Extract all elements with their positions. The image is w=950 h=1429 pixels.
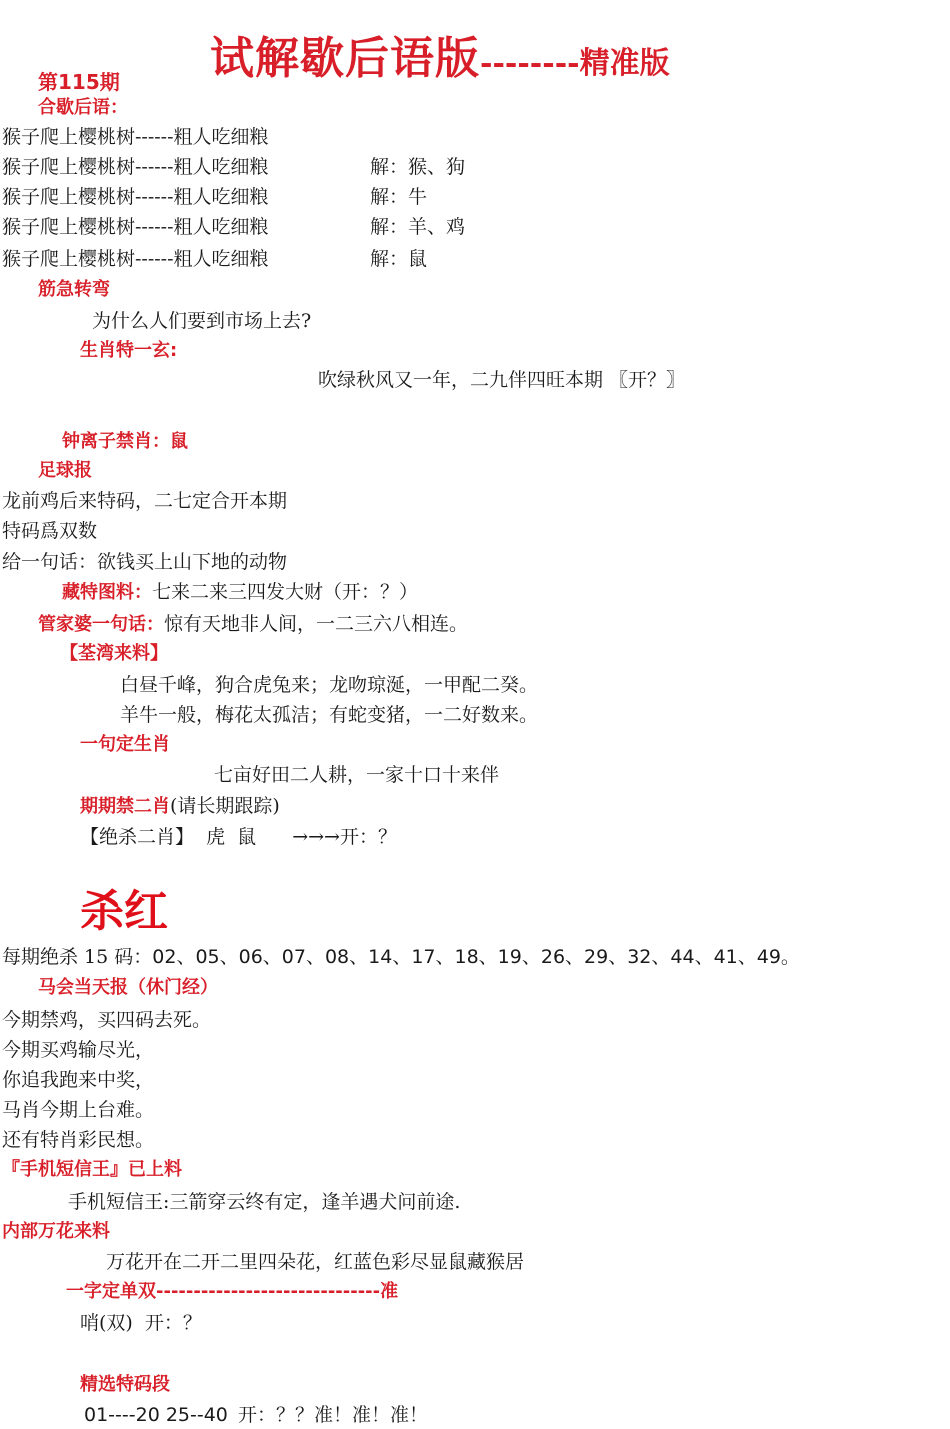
shahong-prefix: 每期绝杀 15 码： <box>2 946 153 968</box>
quanwan-heading: 【荃湾来料】 <box>60 643 168 664</box>
page-title <box>210 22 670 86</box>
guanjiapo-heading: 管家婆一句话： <box>38 614 164 635</box>
xiehouyu-line: 猴子爬上樱桃树------粗人吃细粮 <box>2 156 269 178</box>
shahong-heading: 杀红 <box>80 886 168 937</box>
xiehouyu-answer: 解：羊、鸡 <box>370 216 466 238</box>
xiehouyu-answer: 解：牛 <box>370 186 428 208</box>
wanhua-heading: 内部万花来料 <box>2 1221 110 1242</box>
shouji-heading: 『手机短信王』已上料 <box>2 1159 182 1180</box>
brain-heading: 筋急转弯 <box>38 279 110 300</box>
danshuang-heading: 一字定单双------------------------------准 <box>66 1281 399 1302</box>
yiju-text: 七亩好田二人耕，一家十口十来伴 <box>214 764 500 786</box>
shahong-row <box>2 945 800 969</box>
xiehouyu-line: 猴子爬上樱桃树------粗人吃细粮 <box>2 248 269 270</box>
danshuang-text: 哨(双) 开：？ <box>80 1312 202 1334</box>
title-sub: --------精准版 <box>480 46 670 81</box>
zhongli-heading: 钟离子禁肖：鼠 <box>62 431 188 452</box>
football-heading: 足球报 <box>38 460 92 481</box>
shahong-numbers: 02、05、06、07、08、14、17、18、19、26、29、32、44、41、49。 <box>152 946 800 968</box>
issue-number: 第115期 <box>38 70 120 94</box>
shengxiao-heading: 生肖特一玄: <box>80 340 178 361</box>
shouji-text: 手机短信王:三箭穿云终有定，逢羊遇犬问前途. <box>68 1191 461 1213</box>
mahui-line: 你追我跑来中奖， <box>2 1069 155 1091</box>
cangte-heading: 藏特图料： <box>62 582 152 603</box>
qiqi-line-values: 虎 鼠 <box>206 826 257 848</box>
football-line: 给一句话：欲钱买上山下地的动物 <box>2 551 288 573</box>
qiqi-line <box>80 825 397 849</box>
mahui-line: 马肖今期上台难。 <box>2 1099 155 1121</box>
guanjiapo-row <box>38 612 468 637</box>
qiqi-line-arrow: →→→开：？ <box>292 826 397 848</box>
brain-question: 为什么人们要到市场上去? <box>92 310 312 332</box>
jingxuan-heading: 精选特码段 <box>80 1374 170 1395</box>
yiju-heading: 一句定生肖 <box>80 734 170 755</box>
cangte-row <box>62 580 418 605</box>
wanhua-text: 万花开在二开二里四朵花，红蓝色彩尽显鼠藏猴居 <box>106 1251 525 1273</box>
mahui-line: 今期买鸡输尽光， <box>2 1039 155 1061</box>
title-main: 试解歇后语版 <box>210 33 480 84</box>
cangte-text: 七来二来三四发大财（开：？） <box>152 581 419 603</box>
qiqi-note: (请长期跟踪) <box>170 795 280 817</box>
jingxuan-tail: 开：？？准！准！准！ <box>237 1404 428 1426</box>
xiehouyu-heading: 合歇后语： <box>38 97 128 118</box>
xiehouyu-line: 猴子爬上樱桃树------粗人吃细粮 <box>2 126 269 148</box>
xiehouyu-answer: 解：鼠 <box>370 248 428 270</box>
guanjiapo-text: 惊有天地非人间，一二三六八相连。 <box>164 613 469 635</box>
qiqi-heading: 期期禁二肖 <box>80 796 170 817</box>
xiehouyu-line: 猴子爬上樱桃树------粗人吃细粮 <box>2 216 269 238</box>
quanwan-line: 羊牛一般，梅花太孤洁；有蛇变猪，一二好数来。 <box>120 704 539 726</box>
jingxuan-range: 01----20 25--40 <box>84 1404 228 1426</box>
football-line: 龙前鸡后来特码，二七定合开本期 <box>2 490 288 512</box>
qiqi-heading-row <box>80 794 280 819</box>
jingxuan-row <box>84 1403 428 1427</box>
football-line: 特码爲双数 <box>2 520 98 542</box>
xiehouyu-answer: 解：猴、狗 <box>370 156 466 178</box>
qiqi-line-label: 【绝杀二肖】 <box>80 826 195 848</box>
mahui-line: 还有特肖彩民想。 <box>2 1129 155 1151</box>
quanwan-line: 白昼千峰，狗合虎兔来；龙吻琼涎，一甲配二癸。 <box>120 674 539 696</box>
mahui-line: 今期禁鸡，买四码去死。 <box>2 1009 212 1031</box>
shengxiao-text: 吹绿秋风又一年，二九伴四旺本期 〖开？〗 <box>318 369 686 391</box>
xiehouyu-line: 猴子爬上樱桃树------粗人吃细粮 <box>2 186 269 208</box>
mahui-heading: 马会当天报（休门经） <box>38 977 218 998</box>
